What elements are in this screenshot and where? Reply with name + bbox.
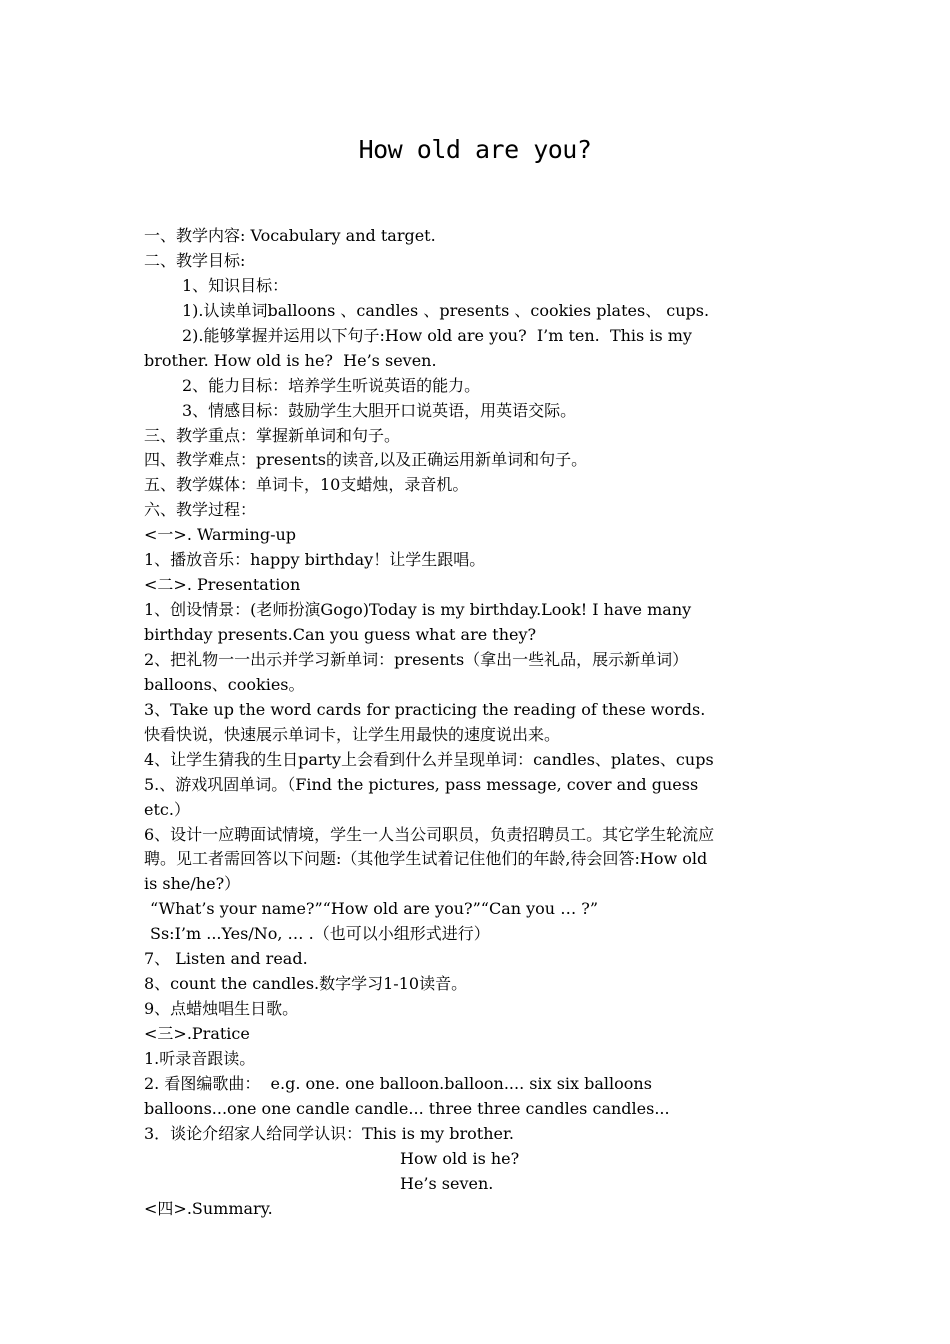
presentation-item-6: 6、设计一应聘面试情境，学生一人当公司职员，负责招聘员工。其它学生轮流应 (144, 824, 715, 844)
presentation-item-5-cont: etc.） (144, 799, 190, 819)
presentation-item-9: 9、点蜡烛唱生日歌。 (144, 999, 299, 1019)
warming-up-item-1: 1、播放音乐：happy birthday！让学生跟唱。 (144, 550, 486, 570)
section-teaching-content: 一、教学内容: Vocabulary and target. (144, 226, 436, 245)
section-difficulties: 四、教学难点：presents的读音,以及正确运用新单词和句子。 (144, 450, 588, 470)
practice-item-1: 1.听录音跟读。 (144, 1048, 256, 1068)
goal-knowledge-item-2: 2).能够掌握并运用以下句子:How old are you? I’m ten. This is my (182, 325, 692, 345)
presentation-item-3: 3、Take up the word cards for practicing the reading of these words. (144, 699, 706, 719)
step-practice-heading: <三>.Pratice (144, 1024, 250, 1043)
step-summary-heading: <四>.Summary. (144, 1198, 273, 1218)
document-title: How old are you? (358, 135, 592, 164)
practice-item-3: 3．谈论介绍家人给同学认识：This is my brother. (144, 1123, 514, 1143)
section-key-points: 三、教学重点：掌握新单词和句子。 (144, 425, 401, 445)
practice-item-2-cont: balloons...one one candle candle... three three candles candles... (144, 1098, 670, 1118)
presentation-item-4: 4、让学生猜我的生日party上会看到什么并呈现单词：candles、plates、cups (144, 749, 714, 769)
section-media: 五、教学媒体：单词卡，10支蜡烛，录音机。 (144, 475, 469, 495)
presentation-item-6-cont-2: is she/he?） (144, 874, 241, 894)
document-body (144, 224, 810, 1222)
presentation-item-7: 7、 Listen and read. (144, 949, 308, 969)
practice-item-2: 2. 看图编歌曲： e.g. one. one balloon.balloon.... six six balloons (144, 1073, 652, 1093)
step-warming-up-heading: <一>. Warming-up (144, 525, 297, 545)
goal-knowledge: 1、知识目标： (182, 275, 289, 295)
step-presentation-heading: <二>. Presentation (144, 575, 301, 595)
goal-emotion: 3、情感目标：鼓励学生大胆开口说英语，用英语交际。 (182, 400, 577, 420)
goal-ability: 2、能力目标：培养学生听说英语的能力。 (182, 375, 481, 395)
presentation-dialogue-questions: “What’s your name?”“How old are you?”“Can you … ?” (150, 899, 599, 919)
presentation-item-8: 8、count the candles.数字学习1-10读音。 (144, 974, 468, 994)
presentation-item-2-cont: balloons、cookies。 (144, 674, 305, 694)
goal-knowledge-item-2-cont: brother. How old is he? He’s seven. (144, 350, 437, 370)
presentation-item-1-cont: birthday presents.Can you guess what are they? (144, 625, 537, 644)
presentation-dialogue-answers: Ss:I’m ...Yes/No, … .（也可以小组形式进行） (150, 924, 490, 944)
presentation-item-5: 5.、游戏巩固单词。（Find the pictures, pass message, cover and guess (144, 774, 699, 794)
section-process: 六、教学过程： (144, 500, 257, 520)
practice-item-3-line-3: He’s seven. (400, 1173, 494, 1193)
goal-knowledge-item-1: 1).认读单词balloons 、candles 、presents 、cookies plates、 cups. (182, 300, 710, 320)
section-teaching-goals: 二、教学目标: (144, 250, 246, 270)
presentation-item-2: 2、把礼物一一出示并学习新单词：presents（拿出一些礼品，展示新单词） (144, 649, 689, 669)
practice-item-3-line-2: How old is he? (400, 1148, 520, 1168)
presentation-item-6-cont: 聘。见工者需回答以下问题:（其他学生试着记住他们的年龄,待会回答:How old (144, 849, 708, 869)
presentation-item-1: 1、创设情景：(老师扮演Gogo)Today is my birthday.Look! I have many (144, 600, 692, 620)
presentation-item-3-cont: 快看快说，快速展示单词卡，让学生用最快的速度说出来。 (144, 724, 561, 744)
